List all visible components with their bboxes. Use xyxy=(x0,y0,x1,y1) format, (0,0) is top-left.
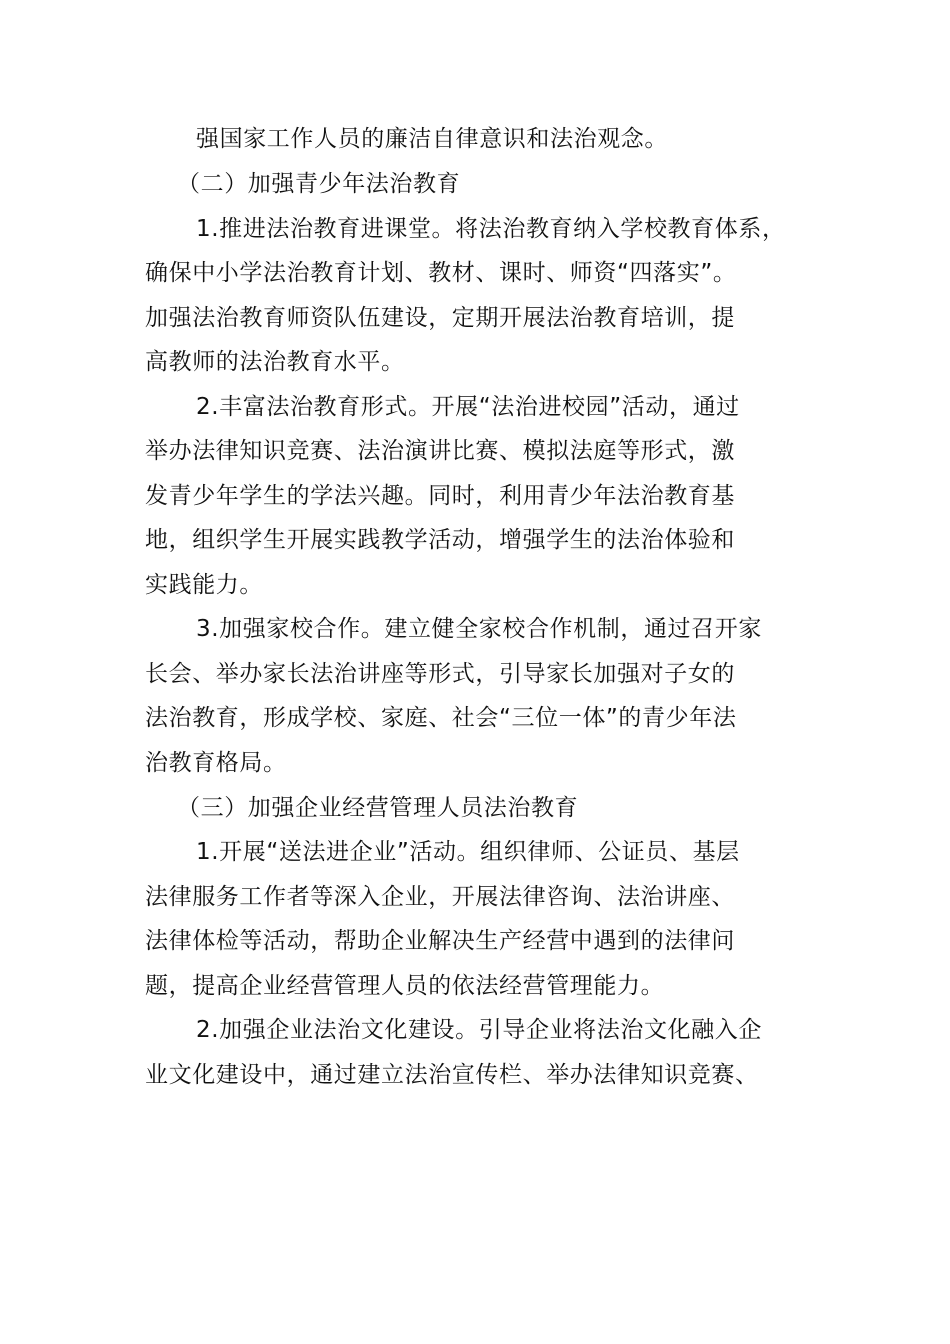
text-line: 治教育格局。 xyxy=(145,750,287,776)
section-heading: （三）加强企业经营管理人员法治教育 xyxy=(177,795,579,821)
text-line: 高教师的法治教育水平。 xyxy=(145,349,405,375)
text-line: 地，组织学生开展实践教学活动，增强学生的法治体验和 xyxy=(145,527,735,553)
text-line: 长会、举办家长法治讲座等形式，引导家长加强对子女的 xyxy=(145,661,735,687)
text-line: 2.加强企业法治文化建设。引导企业将法治文化融入企 xyxy=(196,1017,762,1043)
text-line: 法治教育，形成学校、家庭、社会“三位一体”的青少年法 xyxy=(145,705,737,731)
text-line: 法律服务工作者等深入企业，开展法律咨询、法治讲座、 xyxy=(145,884,735,910)
text-line: 业文化建设中，通过建立法治宣传栏、举办法律知识竞赛、 xyxy=(145,1062,759,1088)
text-line: 强国家工作人员的廉洁自律意识和法治观念。 xyxy=(196,126,668,152)
section-heading: （二）加强青少年法治教育 xyxy=(177,171,461,197)
text-line: 确保中小学法治教育计划、教材、课时、师资“四落实”。 xyxy=(145,260,737,286)
text-line: 3.加强家校合作。建立健全家校合作机制，通过召开家 xyxy=(196,616,762,642)
text-line: 发青少年学生的学法兴趣。同时，利用青少年法治教育基 xyxy=(145,483,735,509)
text-line: 加强法治教育师资队伍建设，定期开展法治教育培训，提 xyxy=(145,305,735,331)
text-line: 法律体检等活动，帮助企业解决生产经营中遇到的法律问 xyxy=(145,928,735,954)
text-line: 举办法律知识竞赛、法治演讲比赛、模拟法庭等形式，激 xyxy=(145,438,735,464)
text-line: 2.丰富法治教育形式。开展“法治进校园”活动，通过 xyxy=(196,394,740,420)
text-line: 题，提高企业经营管理人员的依法经营管理能力。 xyxy=(145,973,665,999)
text-line: 实践能力。 xyxy=(145,572,263,598)
text-line: 1.开展“送法进企业”活动。组织律师、公证员、基层 xyxy=(196,839,740,865)
text-line: 1.推进法治教育进课堂。将法治教育纳入学校教育体系， xyxy=(196,216,786,242)
